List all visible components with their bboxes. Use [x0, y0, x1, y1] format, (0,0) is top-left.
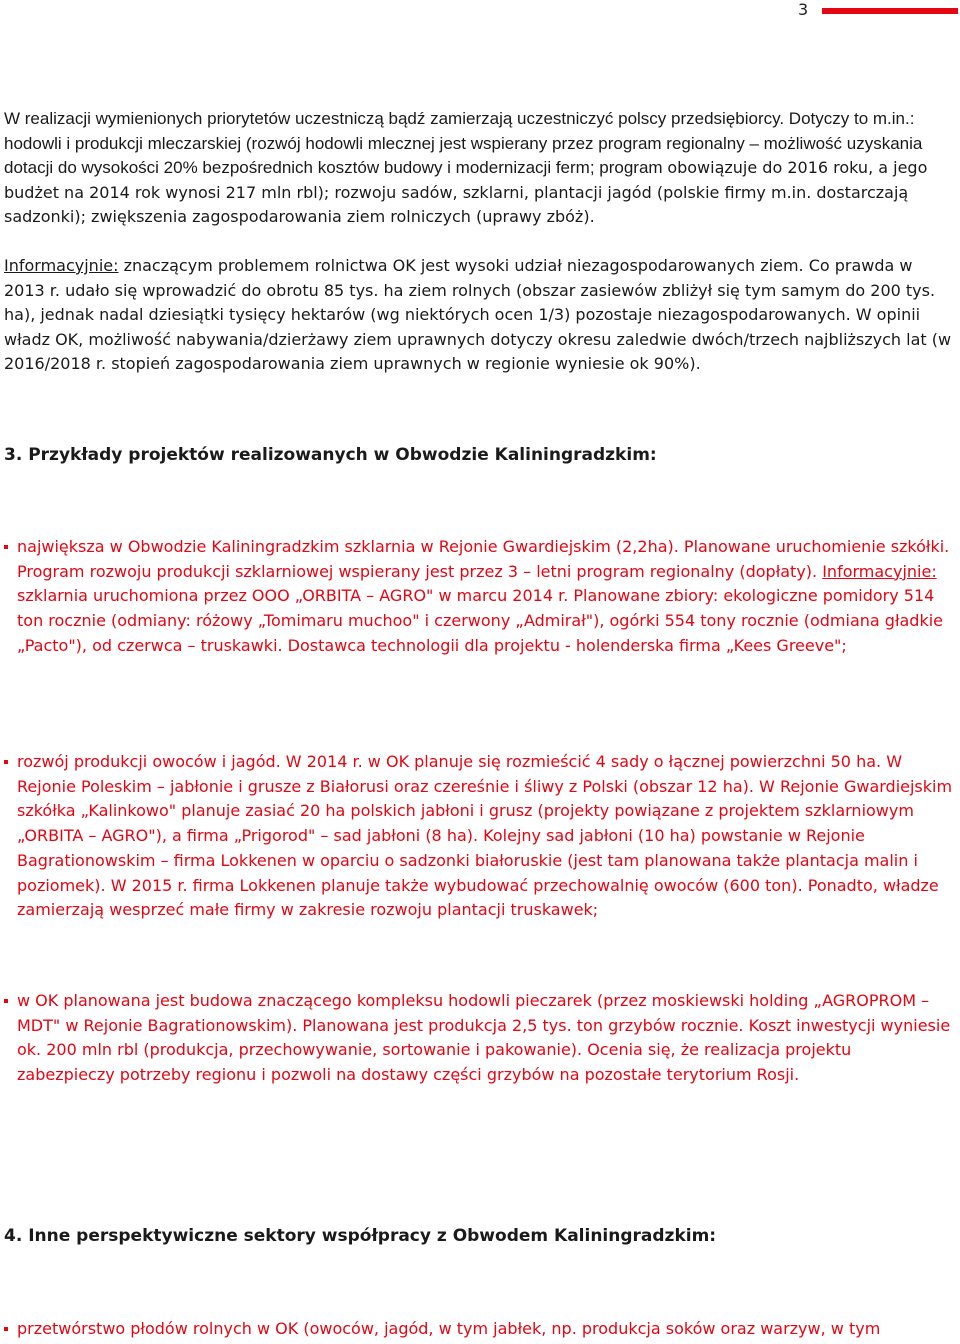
list-item — [4, 535, 954, 659]
paragraph-priorities-text: W realizacji wymienionych priorytetów uczestniczą bądź zamierzają uczestniczyć polscy przedsiębiorcy. Dotyczy to m.in.: hodowli i produkcji mleczarskiej (rozwój hodowli mlecznej jest wspierany przez program regionalny – możliwość uzyskania dotacji do wysokości 20% bezpośrednich kosztów budowy i modernizacji ferm; program — [4, 109, 923, 178]
list-item — [4, 750, 954, 923]
list-item — [4, 989, 954, 1088]
bullet1-info-label: Informacyjnie: — [822, 561, 937, 581]
header-accent-bar — [822, 8, 958, 14]
bullet1-text-a: największa w Obwodzie Kaliningradzkim szklarnia w Rejonie Gwardiejskim (2,2ha). Planowane uruchomienie szkółki. Program rozwoju produkcji szklarniowej wspierany jest przez 3 – letni program regionalny (dopłaty). — [17, 537, 950, 581]
bullet-marker — [4, 545, 8, 549]
paragraph-info — [4, 254, 956, 377]
list-item — [4, 1317, 954, 1342]
info-label: Informacyjnie: — [4, 256, 119, 275]
bullet-body — [17, 535, 954, 659]
page-number: 3 — [798, 0, 809, 19]
bullet-body: przetwórstwo płodów rolnych w OK (owoców, jagód, w tym jabłek, np. produkcja soków oraz warzyw, w tym — [17, 1319, 881, 1338]
info-text: znaczącym problemem rolnictwa OK jest wysoki udział niezagospodarowanych ziem. Co prawda w 2013 r. udało się wprowadzić do obrotu 85 tys. ha ziem rolnych (obszar zasiewów zbliżył się tym samym do 200 tys. ha), jednak nadal dziesiątki tysięcy hektarów (wg niektórych ocen 1/3) pozostaje niezagospodarowanych. W opinii władz OK, możliwość nabywania/dzierżawy ziem uprawnych dotyczy okresu zaledwie dwóch/trzech najbliższych lat (w 2016/2018 r. stopień zagospodarowania ziem uprawnych w regionie wyniesie ok 90%). — [4, 256, 952, 374]
bullet-marker — [4, 1327, 8, 1331]
bullet1-text-b: szklarnia uruchomiona przez OOO „ORBITA – AGRO" w marcu 2014 r. Planowane zbiory: ekologiczne pomidory 514 ton rocznie (odmiany: różowy „Tomimaru muchoo" i czerwony „Admirał"), ogórki 554 tony rocznie (odmiana gładkie „Pacto"), od czerwca – truskawki. Dostawca technologii dla projektu - holenderska firma „Kees Greeve"; — [17, 586, 943, 655]
paragraph-priorities — [4, 107, 956, 230]
bullet-marker — [4, 999, 8, 1003]
bullet-body: w OK planowana jest budowa znaczącego kompleksu hodowli pieczarek (przez moskiewski holding „AGROPROM – MDT" w Rejonie Bagrationowskim). Planowana jest produkcja 2,5 tys. ton grzybów rocznie. Koszt inwestycji wyniesie ok. 200 mln rbl (produkcja, przechowywanie, sortowanie i pakowanie). Ocenia się, że realizacja projektu zabezpieczy potrzeby regionu i pozwoli na dostawy części grzybów na pozostałe terytorium Rosji. — [17, 991, 951, 1085]
paragraph-priorities-continuation: obowiązuje do 2016 roku, a jego budżet na 2014 rok wynosi 217 mln rbl); rozwoju sadów, szklarni, plantacji jagód (polskie firmy m.in. dostarczają sadzonki); zwiększenia zagospodarowania ziem rolniczych (uprawy zbóż). — [4, 158, 928, 227]
section-heading-4: 4. Inne perspektywiczne sektory współpracy z Obwodem Kaliningradzkim: — [4, 1226, 717, 1246]
bullet-marker — [4, 760, 8, 764]
section-heading-3: 3. Przykłady projektów realizowanych w Obwodzie Kaliningradzkim: — [4, 445, 657, 465]
bullet-body: rozwój produkcji owoców i jagód. W 2014 r. w OK planuje się rozmieścić 4 sady o łącznej powierzchni 50 ha. W Rejonie Poleskim – jabłonie i grusze z Białorusi oraz czereśnie i śliwy z Polski (obszar 12 ha). W Rejonie Gwardiejskim szkółka „Kalinkowo" planuje zasiać 20 ha polskich jabłoni i grusz (projekty powiązane z projektem szklarniowym „ORBITA – AGRO"), a firma „Prigorod" – sad jabłoni (8 ha). Kolejny sad jabłoni (10 ha) powstanie w Rejonie Bagrationowskim – firma Lokkenen w oparciu o sadzonki białoruskie (jest tam planowana także plantacja malin i poziomek). W 2015 r. firma Lokkenen planuje także wybudować przechowalnię owoców (600 ton). Ponadto, władze zamierzają wesprzeć małe firmy w zakresie rozwoju plantacji truskawek; — [17, 752, 953, 920]
